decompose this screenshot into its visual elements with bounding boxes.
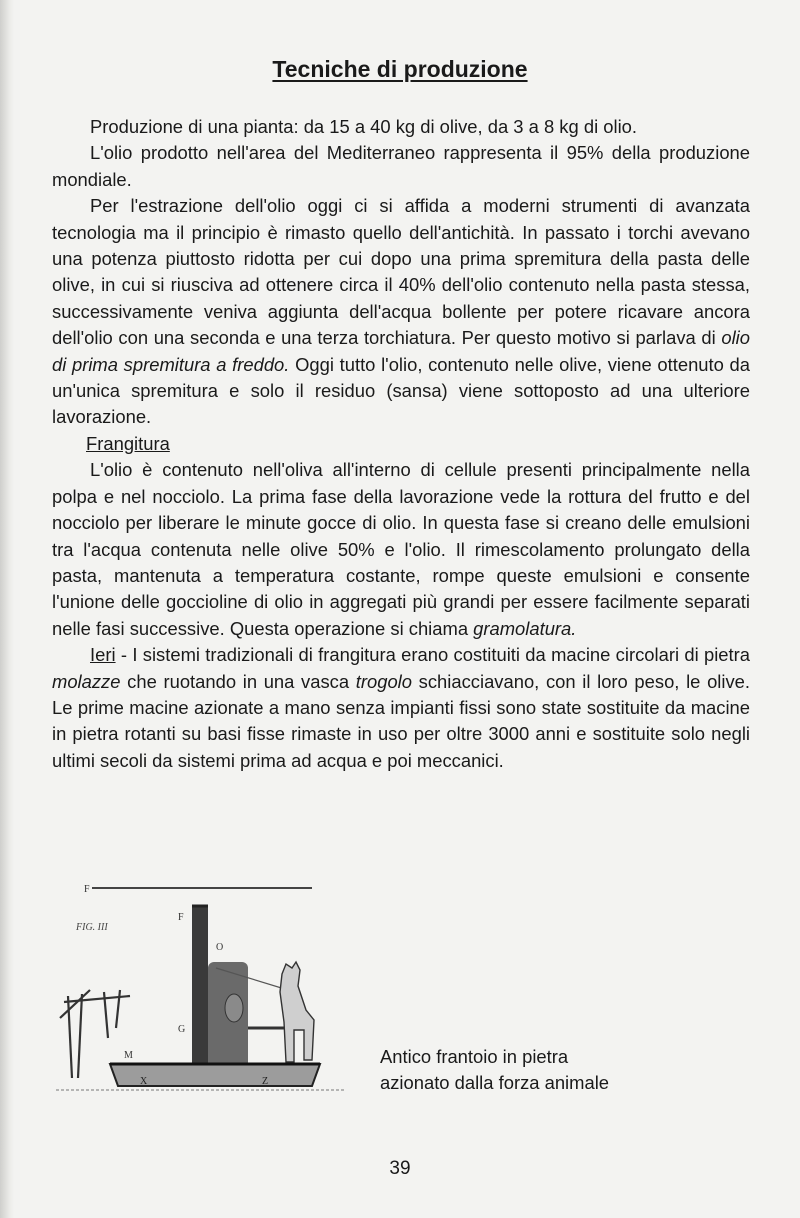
paragraph-ieri-part-b: che ruotando in una vasca (120, 670, 356, 692)
page-title: Tecniche di produzione (272, 56, 528, 82)
paragraph-production-per-plant: Produzione di una pianta: da 15 a 40 kg di olive, da 3 a 8 kg di olio. (90, 116, 637, 137)
page-edge-shadow (0, 0, 14, 1218)
paragraph-mediterranean-share: L'olio prodotto nell'area del Mediterraneo rappresenta il 95% della produzione mondiale. (52, 142, 750, 190)
millstone-wheel (208, 962, 248, 1078)
label-fig: FIG. III (76, 922, 108, 933)
paragraph-frangitura-text: L'olio è contenuto nell'oliva all'interno di cellule presenti principalmente nella polpa e nel nocciolo. La prima fase della lavorazione vede la rottura del frutto e del nocciolo per liberare le minute gocce di olio. In questa fase si creano delle emulsioni tra l'acqua contenuta nelle olive 50% e l'olio. Il rimescolamento prolungato della pasta, mantenuta a temperatura costante, rompe queste emulsioni e consente l'unione delle goccioline di olio in aggregati più grandi per essere facilmente separati nelle fasi successive. Questa operazione si chiama (52, 459, 750, 639)
figure-caption (380, 1044, 609, 1096)
stone-mill-illustration (50, 878, 350, 1098)
paragraph-ieri (52, 642, 750, 774)
caption-line-1: Antico frantoio in pietra (380, 1046, 569, 1067)
paragraph-ieri-part-a: - I sistemi tradizionali di frangitura erano costituiti da macine circolari di pietra (115, 644, 750, 666)
paragraph-extraction (52, 193, 750, 431)
label-m: M (124, 1050, 133, 1061)
label-g: G (178, 1024, 186, 1035)
label-o: O (216, 942, 224, 953)
term-molazze: molazze (52, 670, 121, 692)
paragraph-extraction-part-b: Oggi tutto l'olio, contenuto nelle olive, viene ottenuto da un'unica spremitura e solo il residuo (sansa) viene sottoposto ad una ulteriore lavorazione. (52, 353, 750, 428)
term-gramolatura: gramolatura. (473, 617, 577, 639)
paragraph-ieri-part-c: schiacciavano, con il loro peso, le olive. Le prime macine azionate a mano senza impianti fissi sono state sostituite da macine in pietra rotanti su basi fisse rimaste in uso per oltre 3000 anni e sostituite solo negli ultimi secoli da sistemi prima ad acqua e poi meccanici. (52, 670, 750, 771)
figure-stone-mill (50, 878, 350, 1098)
label-f-top: F (178, 912, 184, 923)
page-number: 39 (389, 1158, 411, 1179)
paragraph-frangitura (52, 457, 750, 642)
section-heading-frangitura: Frangitura (86, 432, 170, 454)
text-body (52, 114, 750, 774)
vertical-shaft (192, 906, 208, 1078)
term-trogolo: trogolo (355, 670, 412, 692)
paragraph-extraction-part-a: Per l'estrazione dell'olio oggi ci si affida a moderni strumenti di avanzata tecnologia ma il principio è rimasto quello dell'antichità. In passato i torchi avevano una potenza piuttosto ridotta per cui dopo una prima spremitura della pasta delle olive, in cui si riusciva ad ottenere circa il 40% dell'olio contenuto nella pasta stessa, successivamente veniva aggiunta dell'acqua bollente per potere ricavare ancora dell'olio con una seconda e una terza torchiatura. Per questo motivo si parlava di (52, 195, 750, 349)
label-f-left: F (84, 884, 90, 895)
label-ieri: Ieri (90, 644, 116, 666)
caption-line-2: azionato dalla forza animale (380, 1072, 610, 1093)
label-z: Z (262, 1076, 269, 1087)
term-cold-first-press: olio di prima spremitura a freddo. (52, 327, 750, 375)
label-x: X (140, 1076, 148, 1087)
